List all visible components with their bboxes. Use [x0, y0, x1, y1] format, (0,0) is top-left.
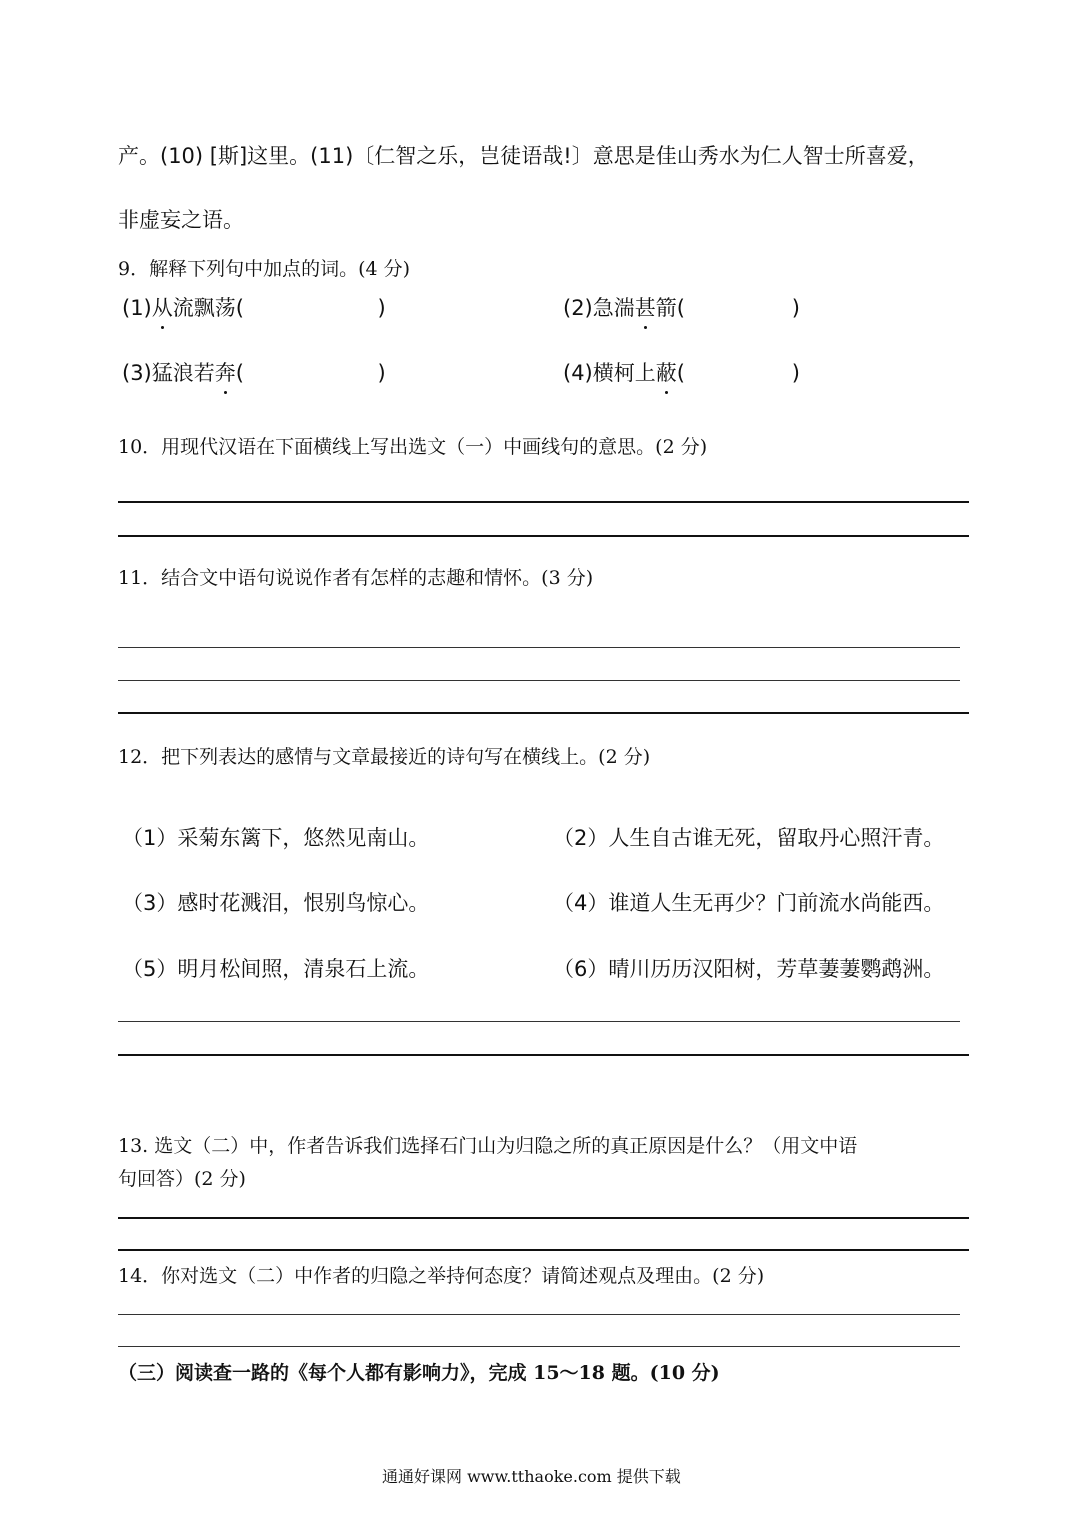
q12-option-6: （6）晴川历历汉阳树，芳草萋萋鹦鹉洲。: [553, 957, 945, 981]
q9-dotted-char: 甚: [635, 292, 656, 322]
q9-item-pre: 横柯上: [592, 361, 656, 385]
q12-option-5: （5）明月松间照，清泉石上流。: [122, 957, 430, 981]
q12-option-2: （2）人生自古谁无死，留取丹心照汗青。: [553, 826, 945, 850]
question-12-stem: 12．把下列表达的感情与文章最接近的诗句写在横线上。(2 分): [118, 746, 651, 768]
q10-answer-line[interactable]: [118, 535, 969, 537]
q9-item-2: [563, 292, 800, 322]
q12-answer-line[interactable]: [118, 1054, 969, 1056]
question-13-stem-line-2: 句回答）(2 分): [118, 1168, 246, 1190]
question-10-stem: 10．用现代汉语在下面横线上写出选文（一）中画线句的意思。(2 分): [118, 436, 708, 458]
q9-answer-blank[interactable]: ( ): [676, 296, 800, 320]
note-line-1: 产。(10) [斯]这里。(11)〔仁智之乐，岂徒语哉!〕意思是佳山秀水为仁人智士所喜爱，: [118, 144, 929, 168]
q9-item-post: 箭: [655, 296, 677, 320]
question-14-stem: 14．你对选文（二）中作者的归隐之举持何态度？请简述观点及理由。(2 分): [118, 1265, 765, 1287]
q9-item-num: (4): [563, 361, 593, 385]
q9-item-pre: 急湍: [592, 296, 635, 320]
page-footer: 通通好课网 www.tthaoke.com 提供下载: [382, 1467, 681, 1486]
q14-answer-line[interactable]: [118, 1314, 960, 1315]
q12-answer-line[interactable]: [118, 1021, 960, 1022]
q9-dotted-char: 从: [152, 292, 173, 322]
q9-answer-blank[interactable]: ( ): [676, 361, 800, 385]
q13-answer-line[interactable]: [118, 1249, 969, 1251]
q9-item-num: (3): [122, 361, 152, 385]
question-13-stem-line-1: 13. 选文（二）中，作者告诉我们选择石门山为归隐之所的真正原因是什么？（用文中语: [118, 1135, 858, 1157]
question-9-stem: 9．解释下列句中加点的词。(4 分): [118, 258, 411, 280]
q11-answer-line[interactable]: [118, 680, 960, 681]
q9-item-1: [122, 292, 386, 322]
q9-dotted-char: 蔽: [656, 357, 677, 387]
q12-option-3: （3）感时花溅泪，恨别鸟惊心。: [122, 891, 430, 915]
q9-item-num: (1): [122, 296, 152, 320]
section-3-heading: （三）阅读查一路的《每个人都有影响力》，完成 15～18 题。(10 分): [118, 1362, 720, 1384]
q9-answer-blank[interactable]: ( ): [235, 361, 386, 385]
q9-item-num: (2): [563, 296, 593, 320]
q9-item-3: [122, 357, 386, 387]
q12-option-1: （1）采菊东篱下，悠然见南山。: [122, 826, 430, 850]
q11-answer-line[interactable]: [118, 647, 960, 648]
q12-option-4: （4）谁道人生无再少？门前流水尚能西。: [553, 891, 945, 915]
q9-dotted-char: 奔: [215, 357, 236, 387]
q9-item-pre: 猛浪若: [151, 361, 215, 385]
question-11-stem: 11．结合文中语句说说作者有怎样的志趣和情怀。(3 分): [118, 567, 594, 589]
q13-answer-line[interactable]: [118, 1217, 969, 1219]
q11-answer-line[interactable]: [118, 712, 969, 714]
q14-answer-line[interactable]: [118, 1346, 960, 1347]
q9-item-4: [563, 357, 800, 387]
q9-item-post: 流飘荡: [172, 296, 236, 320]
note-line-2: 非虚妄之语。: [118, 208, 244, 232]
q10-answer-line[interactable]: [118, 501, 969, 503]
q9-answer-blank[interactable]: ( ): [235, 296, 386, 320]
